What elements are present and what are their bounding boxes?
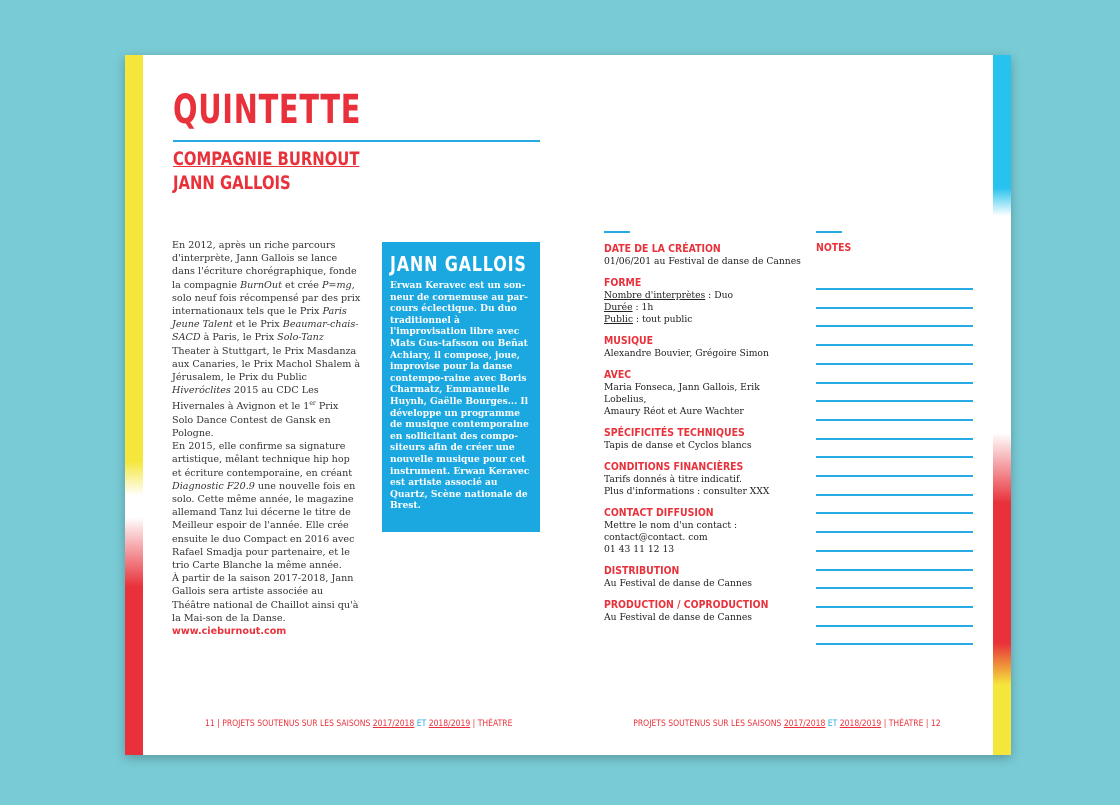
page-number: 11 xyxy=(205,719,215,729)
note-line xyxy=(816,643,973,645)
bio-superscript: er xyxy=(309,400,316,408)
note-line xyxy=(816,531,973,533)
section-heading: FORME xyxy=(604,276,642,289)
section-heading: DATE DE LA CRÉATION xyxy=(604,242,721,255)
section-heading: CONTACT DIFFUSION xyxy=(604,506,714,519)
bio-text: Prix Solo Dance Contest de Gansk en Pologne. xyxy=(172,401,339,440)
section-production xyxy=(604,598,804,624)
field-value: : Duo xyxy=(705,290,734,301)
bio-column xyxy=(172,239,362,638)
note-line xyxy=(816,307,973,309)
contact-phone: 01 43 11 12 13 xyxy=(604,544,675,555)
footer-season: 2018/2019 xyxy=(840,719,882,729)
section-text xyxy=(604,314,804,326)
note-line xyxy=(816,550,973,552)
section-text: Tarifs donnés à titre indicatif. xyxy=(604,474,742,485)
note-line xyxy=(816,288,973,290)
footer-section: THÉATRE xyxy=(477,719,513,729)
note-line xyxy=(816,363,973,365)
page-title: QUINTETTE xyxy=(173,87,362,133)
footer-section: THÉATRE xyxy=(889,719,924,729)
box-text: Erwan Keravec est un son-neur de cornemuse au par-cours éclectique. Du duo traditionnel à l'improvisation libre avec Mats Gus-tafsson ou Beñat Achiary, il compose, joue, improvise pour la danse contempo-raine avec Boris Charmatz, Emmanuelle Huynh, Gaëlle Bourges... Il développe un programme de musique contemporaine en sollicitant des compo-siteurs afin de créer une nouvelle musique pour cet instrument. Erwan Keravec est artiste associé au Quartz, Scène nationale de Brest. xyxy=(390,280,530,512)
section-heading: SPÉCIFICITÉS TECHNIQUES xyxy=(604,426,745,439)
footer-separator: | xyxy=(217,719,220,729)
bio-text: 2015 au CDC Les Hivernales à Avignon et le 1 xyxy=(172,385,319,413)
info-dash xyxy=(604,231,630,233)
note-line xyxy=(816,625,973,627)
section-technique xyxy=(604,426,804,452)
bio-italic: Beaumar-chais-SACD xyxy=(172,319,359,344)
field-value: : tout public xyxy=(633,314,693,325)
footer-et: ET xyxy=(828,719,838,729)
section-distribution xyxy=(604,564,804,590)
note-line xyxy=(816,569,973,571)
note-line xyxy=(816,512,973,514)
bio-italic: BurnOut xyxy=(240,279,282,291)
info-column xyxy=(604,242,804,632)
bio-paragraph-3: À partir de la saison 2017-2018, Jann Gallois sera artiste associée au Théâtre national de Chaillot ainsi qu'à la Mai-son de la Danse. xyxy=(172,573,359,624)
section-text xyxy=(604,302,804,314)
section-text: Maria Fonseca, Jann Gallois, Erik Lobelius, xyxy=(604,382,760,405)
left-color-strip xyxy=(125,55,143,755)
section-contact xyxy=(604,506,804,556)
section-financieres xyxy=(604,460,804,498)
section-heading: AVEC xyxy=(604,368,632,381)
footer-separator: | xyxy=(472,719,476,729)
note-line xyxy=(816,344,973,346)
footer-season: 2017/2018 xyxy=(372,719,415,729)
note-line xyxy=(816,475,973,477)
section-text: Alexandre Bouvier, Grégoire Simon xyxy=(604,348,769,359)
bio-paragraph-1 xyxy=(172,239,362,440)
notes-dash xyxy=(816,231,842,233)
section-text: Plus d'informations : consulter XXX xyxy=(604,486,770,497)
note-line xyxy=(816,382,973,384)
footer-right xyxy=(634,719,941,729)
section-heading: MUSIQUE xyxy=(604,334,654,347)
section-creation xyxy=(604,242,804,268)
box-title: JANN GALLOIS xyxy=(390,252,527,276)
artist-name: JANN GALLOIS xyxy=(173,172,291,194)
contact-email: contact@contact. com xyxy=(604,532,708,543)
bio-text: , solo neuf fois récompensé par des prix internationaux tels que le Prix xyxy=(172,279,361,318)
bio-text: Theater à Stuttgart, le Prix Masdanza aux Canaries, le Prix Machol Shalem à Jérusalem, le Prix du Public xyxy=(172,345,361,384)
page-number: 12 xyxy=(931,719,941,729)
right-color-strip xyxy=(993,55,1011,755)
footer-left xyxy=(205,719,512,729)
bio-text: En 2015, elle confirme sa signature artistique, mêlant technique hip hop et écriture contemporaine, en créant xyxy=(172,441,353,479)
bio-text: et le Prix xyxy=(232,319,283,331)
note-line xyxy=(816,606,973,608)
section-heading: CONDITIONS FINANCIÈRES xyxy=(604,460,744,473)
note-line xyxy=(816,419,973,421)
footer-season: 2017/2018 xyxy=(784,719,826,729)
section-heading: DISTRIBUTION xyxy=(604,564,680,577)
section-text: 01/06/201 au Festival de danse de Cannes xyxy=(604,256,801,267)
footer-text: PROJETS SOUTENUS SUR LES SAISONS xyxy=(633,719,782,729)
bio-italic: Solo-Tanz xyxy=(277,332,324,344)
website-link[interactable]: www.cieburnout.com xyxy=(172,626,287,638)
note-line xyxy=(816,438,973,440)
footer-season: 2018/2019 xyxy=(428,719,471,729)
section-heading: PRODUCTION / COPRODUCTION xyxy=(604,598,769,611)
note-line xyxy=(816,325,973,327)
field-label: Durée xyxy=(604,302,633,313)
bio-italic: Paris Jeune Talent xyxy=(172,306,347,331)
company-name: COMPAGNIE BURNOUT xyxy=(173,148,360,170)
bio-text: à Paris, le Prix xyxy=(200,332,278,344)
section-forme xyxy=(604,276,804,326)
footer-separator: | xyxy=(884,719,887,729)
section-text: Tapis de danse et Cyclos blancs xyxy=(604,440,752,451)
section-avec xyxy=(604,368,804,418)
bio-paragraph-2 xyxy=(172,440,362,572)
brochure-spread xyxy=(125,55,1011,755)
section-text xyxy=(604,290,804,302)
section-text: Au Festival de danse de Cannes xyxy=(604,578,752,589)
section-text: Amaury Réot et Aure Wachter xyxy=(604,406,744,417)
footer-separator: | xyxy=(926,719,929,729)
notes-heading: NOTES xyxy=(816,241,852,254)
bio-text: En 2012, après un riche parcours d'interprète, Jann Gallois se lance dans l'écriture chorégraphique, fonde la compagnie xyxy=(172,240,357,291)
bio-italic: Diagnostic F20.9 xyxy=(172,480,255,492)
note-line xyxy=(816,494,973,496)
bio-text: et crée xyxy=(281,279,322,291)
section-musique xyxy=(604,334,804,360)
footer-text: PROJETS SOUTENUS SUR LES SAISONS xyxy=(222,719,371,729)
section-text: Mettre le nom d'un contact : xyxy=(604,520,738,531)
note-line xyxy=(816,587,973,589)
field-label: Public xyxy=(604,314,634,325)
note-line xyxy=(816,400,973,402)
bio-italic: P=mg xyxy=(321,279,352,291)
field-label: Nombre d'interprètes xyxy=(604,290,706,301)
footer-et: ET xyxy=(416,719,427,729)
field-value: : 1h xyxy=(632,302,654,313)
section-text: Au Festival de danse de Cannes xyxy=(604,612,752,623)
bio-italic: Hiveróclites xyxy=(172,385,231,397)
title-rule xyxy=(173,140,540,142)
note-line xyxy=(816,456,973,458)
bio-text: une nouvelle fois en solo. Cette même année, le magazine allemand Tanz lui décerne le titre de Meilleur espoir de l'année. Elle crée ensuite le duo Compact en 2016 avec Rafael Smadja pour partenaire, et le trio Carte Blanche la même année. xyxy=(172,480,356,572)
artist-info-box xyxy=(382,242,540,532)
